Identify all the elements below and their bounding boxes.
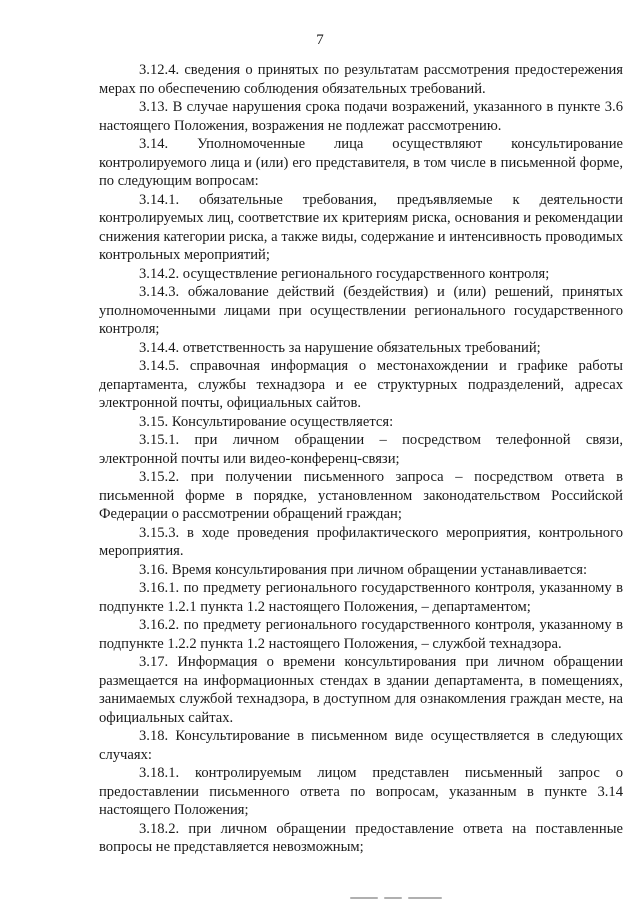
paragraph-3-18-1: 3.18.1. контролируемым лицом представлен письменный запрос о предоставлении письменного ответа по вопросам, указанным в пункте 3.14 настоящего Положения; (99, 765, 623, 818)
paragraph-3-15: 3.15. Консультирование осуществляется: (139, 413, 394, 430)
paragraph-3-16: 3.16. Время консультирования при личном обращении устанавливается: (139, 561, 587, 578)
paragraph-3-16-2: 3.16.2. по предмету регионального государственного контроля, указанному в подпункте 1.2.2 пункта 1.2 настоящего Положения, – службой технадзора. (99, 617, 623, 652)
paragraph-3-14-3: 3.14.3. обжалование действий (бездействия) и (или) решений, принятых уполномоченными лицами при осуществлении регионального государственного контроля; (99, 284, 623, 337)
paragraph-3-18: 3.18. Консультирование в письменном виде осуществляется в следующих случаях: (99, 728, 623, 763)
paragraph-3-15-3: 3.15.3. в ходе проведения профилактического мероприятия, контрольного мероприятия. (99, 524, 623, 559)
paragraph-3-14-4: 3.14.4. ответственность за нарушение обязательных требований; (139, 339, 541, 356)
paragraph-3-14-2: 3.14.2. осуществление регионального государственного контроля; (139, 265, 550, 282)
page-number: 7 (316, 32, 324, 48)
paragraph-3-14-1: 3.14.1. обязательные требования, предъявляемые к деятельности контролируемых лиц, соответствие их критериям риска, основания и рекомендации снижения категории риска, а также виды, содержание и интенсивность проводимых контрольных мероприятий; (99, 191, 623, 263)
document-body (99, 61, 623, 857)
paragraph-3-15-2: 3.15.2. при получении письменного запроса – посредством ответа в письменной форме в порядке, установленном законодательством Российской Федерации о рассмотрении обращений граждан; (99, 469, 623, 522)
paragraph-3-14-5: 3.14.5. справочная информация о местонахождении и графике работы департамента, службы технадзора и ее структурных подразделений, адресах электронной почты, официальных сайтов. (99, 358, 623, 411)
scan-edge-mark (350, 897, 460, 900)
paragraph-3-16-1: 3.16.1. по предмету регионального государственного контроля, указанному в подпункте 1.2.1 пункта 1.2 настоящего Положения, – департаментом; (99, 580, 623, 615)
paragraph-3-17: 3.17. Информация о времени консультирования при личном обращении размещается на информационных стендах в здании департамента, в помещениях, занимаемых службой технадзора, в доступном для ознакомления граждан месте, на официальных сайтах. (99, 654, 623, 726)
paragraph-3-14: 3.14. Уполномоченные лица осуществляют консультирование контролируемого лица и (или) его представителя, в том числе в письменной форме, по следующим вопросам: (99, 136, 623, 189)
paragraph-3-15-1: 3.15.1. при личном обращении – посредством телефонной связи, электронной почты или видео-конференц-связи; (99, 432, 623, 467)
paragraph-3-12-4: 3.12.4. сведения о принятых по результатам рассмотрения предостережения мерах по обеспечению соблюдения обязательных требований. (99, 62, 623, 97)
paragraph-3-18-2: 3.18.2. при личном обращении предоставление ответа на поставленные вопросы не представляется невозможным; (99, 820, 623, 855)
paragraph-3-13: 3.13. В случае нарушения срока подачи возражений, указанного в пункте 3.6 настоящего Положения, возражения не подлежат рассмотрению. (99, 99, 623, 134)
